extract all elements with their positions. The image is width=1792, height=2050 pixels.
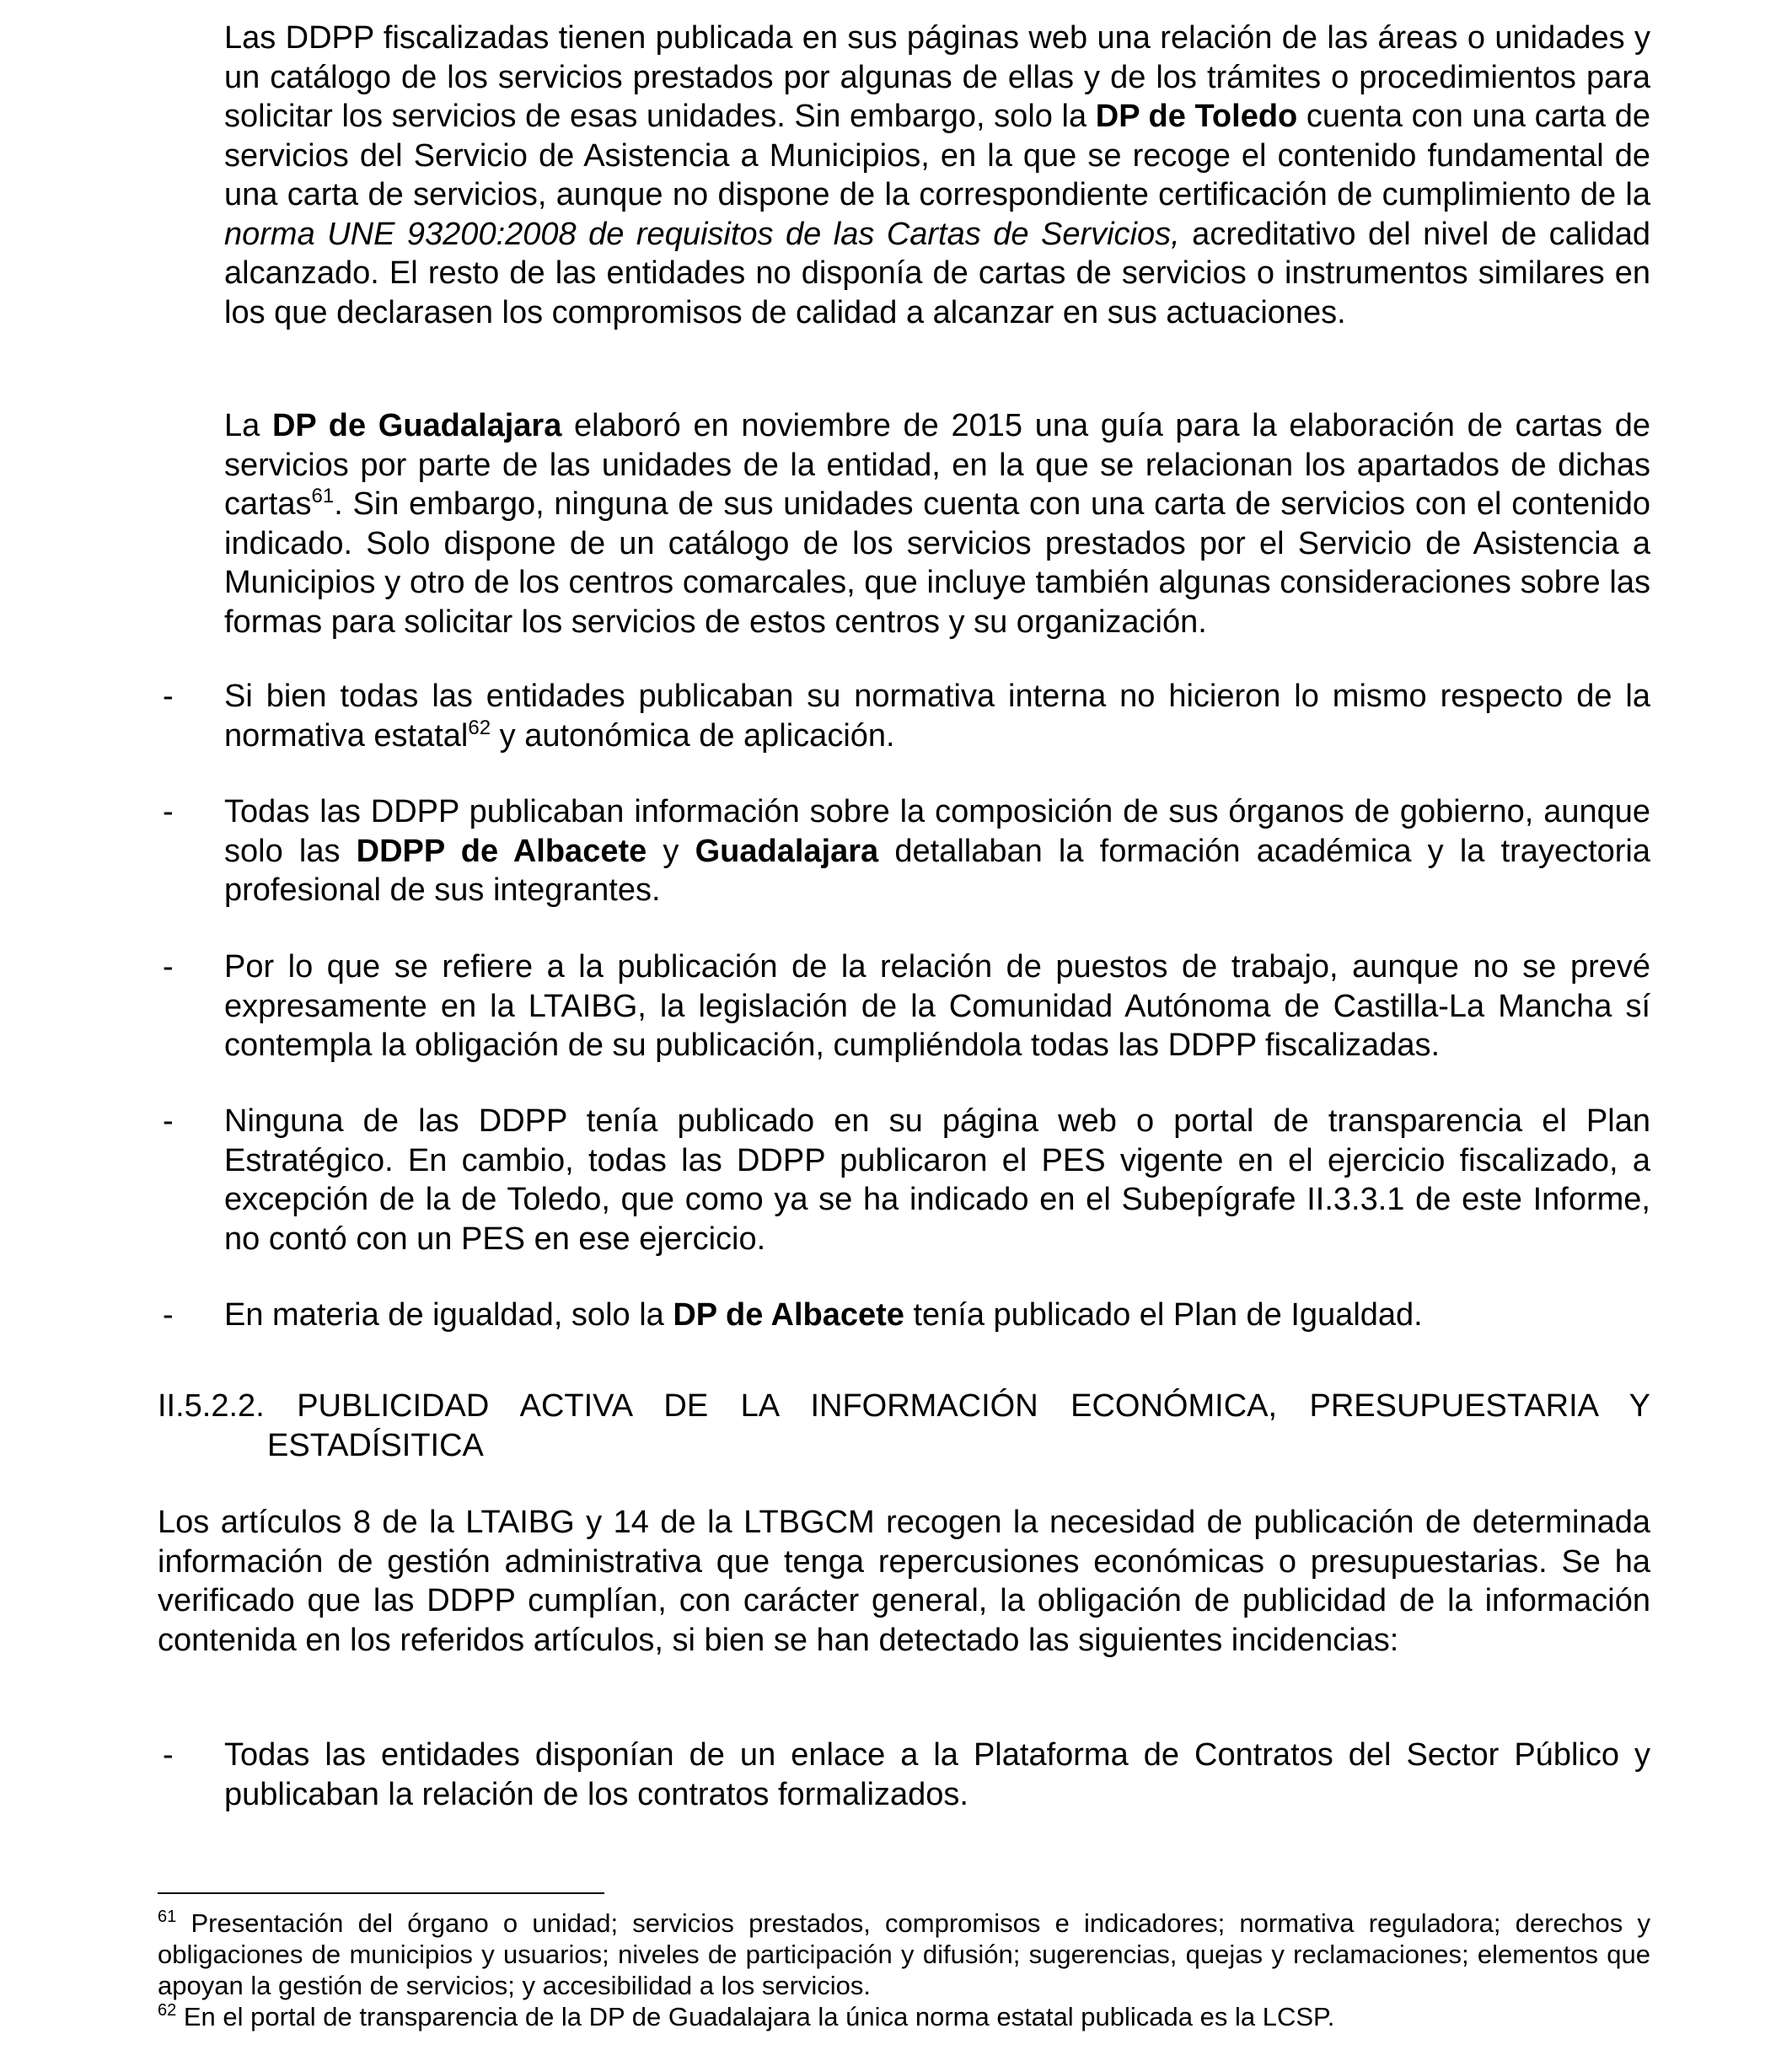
bold-ddpp-albacete: DDPP de Albacete [356, 833, 647, 869]
section-heading [158, 1387, 1650, 1465]
bold-dp-guadalajara: DP de Guadalajara [271, 408, 562, 443]
footnote-61: $^{61}$ Presentación del órgano o unidad; servicios prestados, compromisos e indicadores; normativa reguladora; derechos y obligaciones de municipios y usuarios; niveles de participación y difusión; sugerencias, quejas y reclamaciones; elementos que apoyan la gestión de servicios; y accesibilidad a los servicios. [158, 1908, 1650, 2000]
bold-dp-albacete: DP de Albacete [673, 1297, 904, 1333]
footnote-62: $^{62}$ En el portal de transparencia de la DP de Guadalajara la única norma estatal publicada es la LCSP. [158, 2001, 1335, 2031]
italic-norma-une: norma UNE 93200:2008 de requisitos de las Cartas de Servicios, [224, 216, 1180, 252]
paragraph-articulos: Los artículos 8 de la LTAIBG y 14 de la LTBGCM recogen la necesidad de publicación de determinada información de gestión administrativa que tenga repercusiones económicas o presupuestarias. Se ha verificado que las DDPP cumplían, con carácter general, la obligación de publicidad de la información contenida en los referidos artículos, si bien se han detectado las siguientes incidencias: [158, 1505, 1650, 1658]
bullet-organos-gobierno: Todas las DDPP publicaban información sobre la composición de sus órganos de gobierno, aunque solo las DDPP de Albacete y Guadalajara detallaban la formación académica y la trayectoria profesional de sus integrantes. [224, 794, 1650, 908]
bullet-igualdad: En materia de igualdad, solo la DP de Albacete tenía publicado el Plan de Igualdad. [224, 1297, 1423, 1333]
bullet-marker: - [163, 794, 174, 829]
footnote-ref-62[interactable]: 62 [468, 716, 491, 739]
bullet-marker: - [163, 1103, 174, 1139]
footnote-ref-61[interactable]: 61 [311, 485, 335, 507]
bullet-plan-estrategico: Ninguna de las DDPP tenía publicado en su página web o portal de transparencia el Plan Estratégico. En cambio, todas las DDPP publicaron el PES vigente en el ejercicio fiscalizado, a excepción de la de Toledo, que como ya se ha indicado en el Subepígrafe II.3.3.1 de este Informe, no contó con un PES en ese ejercicio. [224, 1103, 1650, 1257]
paragraph-cartas-servicios: Las DDPP fiscalizadas tienen publicada en sus páginas web una relación de las áreas o unidades y un catálogo de los servicios prestados por algunas de ellas y de los trámites o procedimientos para solicitar los servicios de esas unidades. Sin embargo, solo la DP de Toledo cuenta con una carta de servicios del Servicio de Asistencia a Municipios, en la que se recoge el contenido fundamental de una carta de servicios, aunque no dispone de la correspondiente certificación de cumplimiento de la norma UNE 93200:2008 de requisitos de las Cartas de Servicios, acreditativo del nivel de calidad alcanzado. El resto de las entidades no disponía de cartas de servicios o instrumentos similares en los que declarasen los compromisos de calidad a alcanzar en sus actuaciones. [224, 20, 1651, 330]
footnote-separator [158, 1892, 604, 1894]
bold-guadalajara: Guadalajara [695, 833, 879, 869]
bullet-normativa: Si bien todas las entidades publicaban su normativa interna no hicieron lo mismo respecto de la normativa estatal$^{62}$ y autonómica de aplicación. [224, 679, 1650, 754]
bold-dp-toledo: DP de Toledo [1095, 99, 1298, 134]
section-heading-line1: II.5.2.2. PUBLICIDAD ACTIVA DE LA INFORMACIÓN ECONÓMICA, PRESUPUESTARIA Y [158, 1388, 1650, 1424]
section-heading-line2: ESTADÍSITICA [267, 1427, 484, 1463]
bullet-marker: - [163, 949, 174, 985]
bullet-puestos-trabajo: Por lo que se refiere a la publicación de la relación de puestos de trabajo, aunque no se prevé expresamente en la LTAIBG, la legislación de la Comunidad Autónoma de Castilla-La Mancha sí contempla la obligación de su publicación, cumpliéndola todas las DDPP fiscalizadas. [224, 949, 1650, 1063]
bullet-marker: - [163, 679, 174, 714]
bullet-marker: - [163, 1737, 174, 1773]
paragraph-guadalajara-guia: La DP de Guadalajara elaboró en noviembre de 2015 una guía para la elaboración de cartas de servicios por parte de las unidades de la entidad, en la que se relacionan los apartados de dichas cartas$^{61}$. Sin embargo, ninguna de sus unidades cuenta con una carta de servicios con el contenido indicado. Solo dispone de un catálogo de los servicios prestados por el Servicio de Asistencia a Municipios y otro de los centros comarcales, que incluye también algunas consideraciones sobre las formas para solicitar los servicios de estos centros y su organización. [224, 408, 1650, 640]
bullet-plataforma-contratos: Todas las entidades disponían de un enlace a la Plataforma de Contratos del Sector Público y publicaban la relación de los contratos formalizados. [224, 1737, 1650, 1812]
bullet-marker: - [163, 1297, 174, 1333]
